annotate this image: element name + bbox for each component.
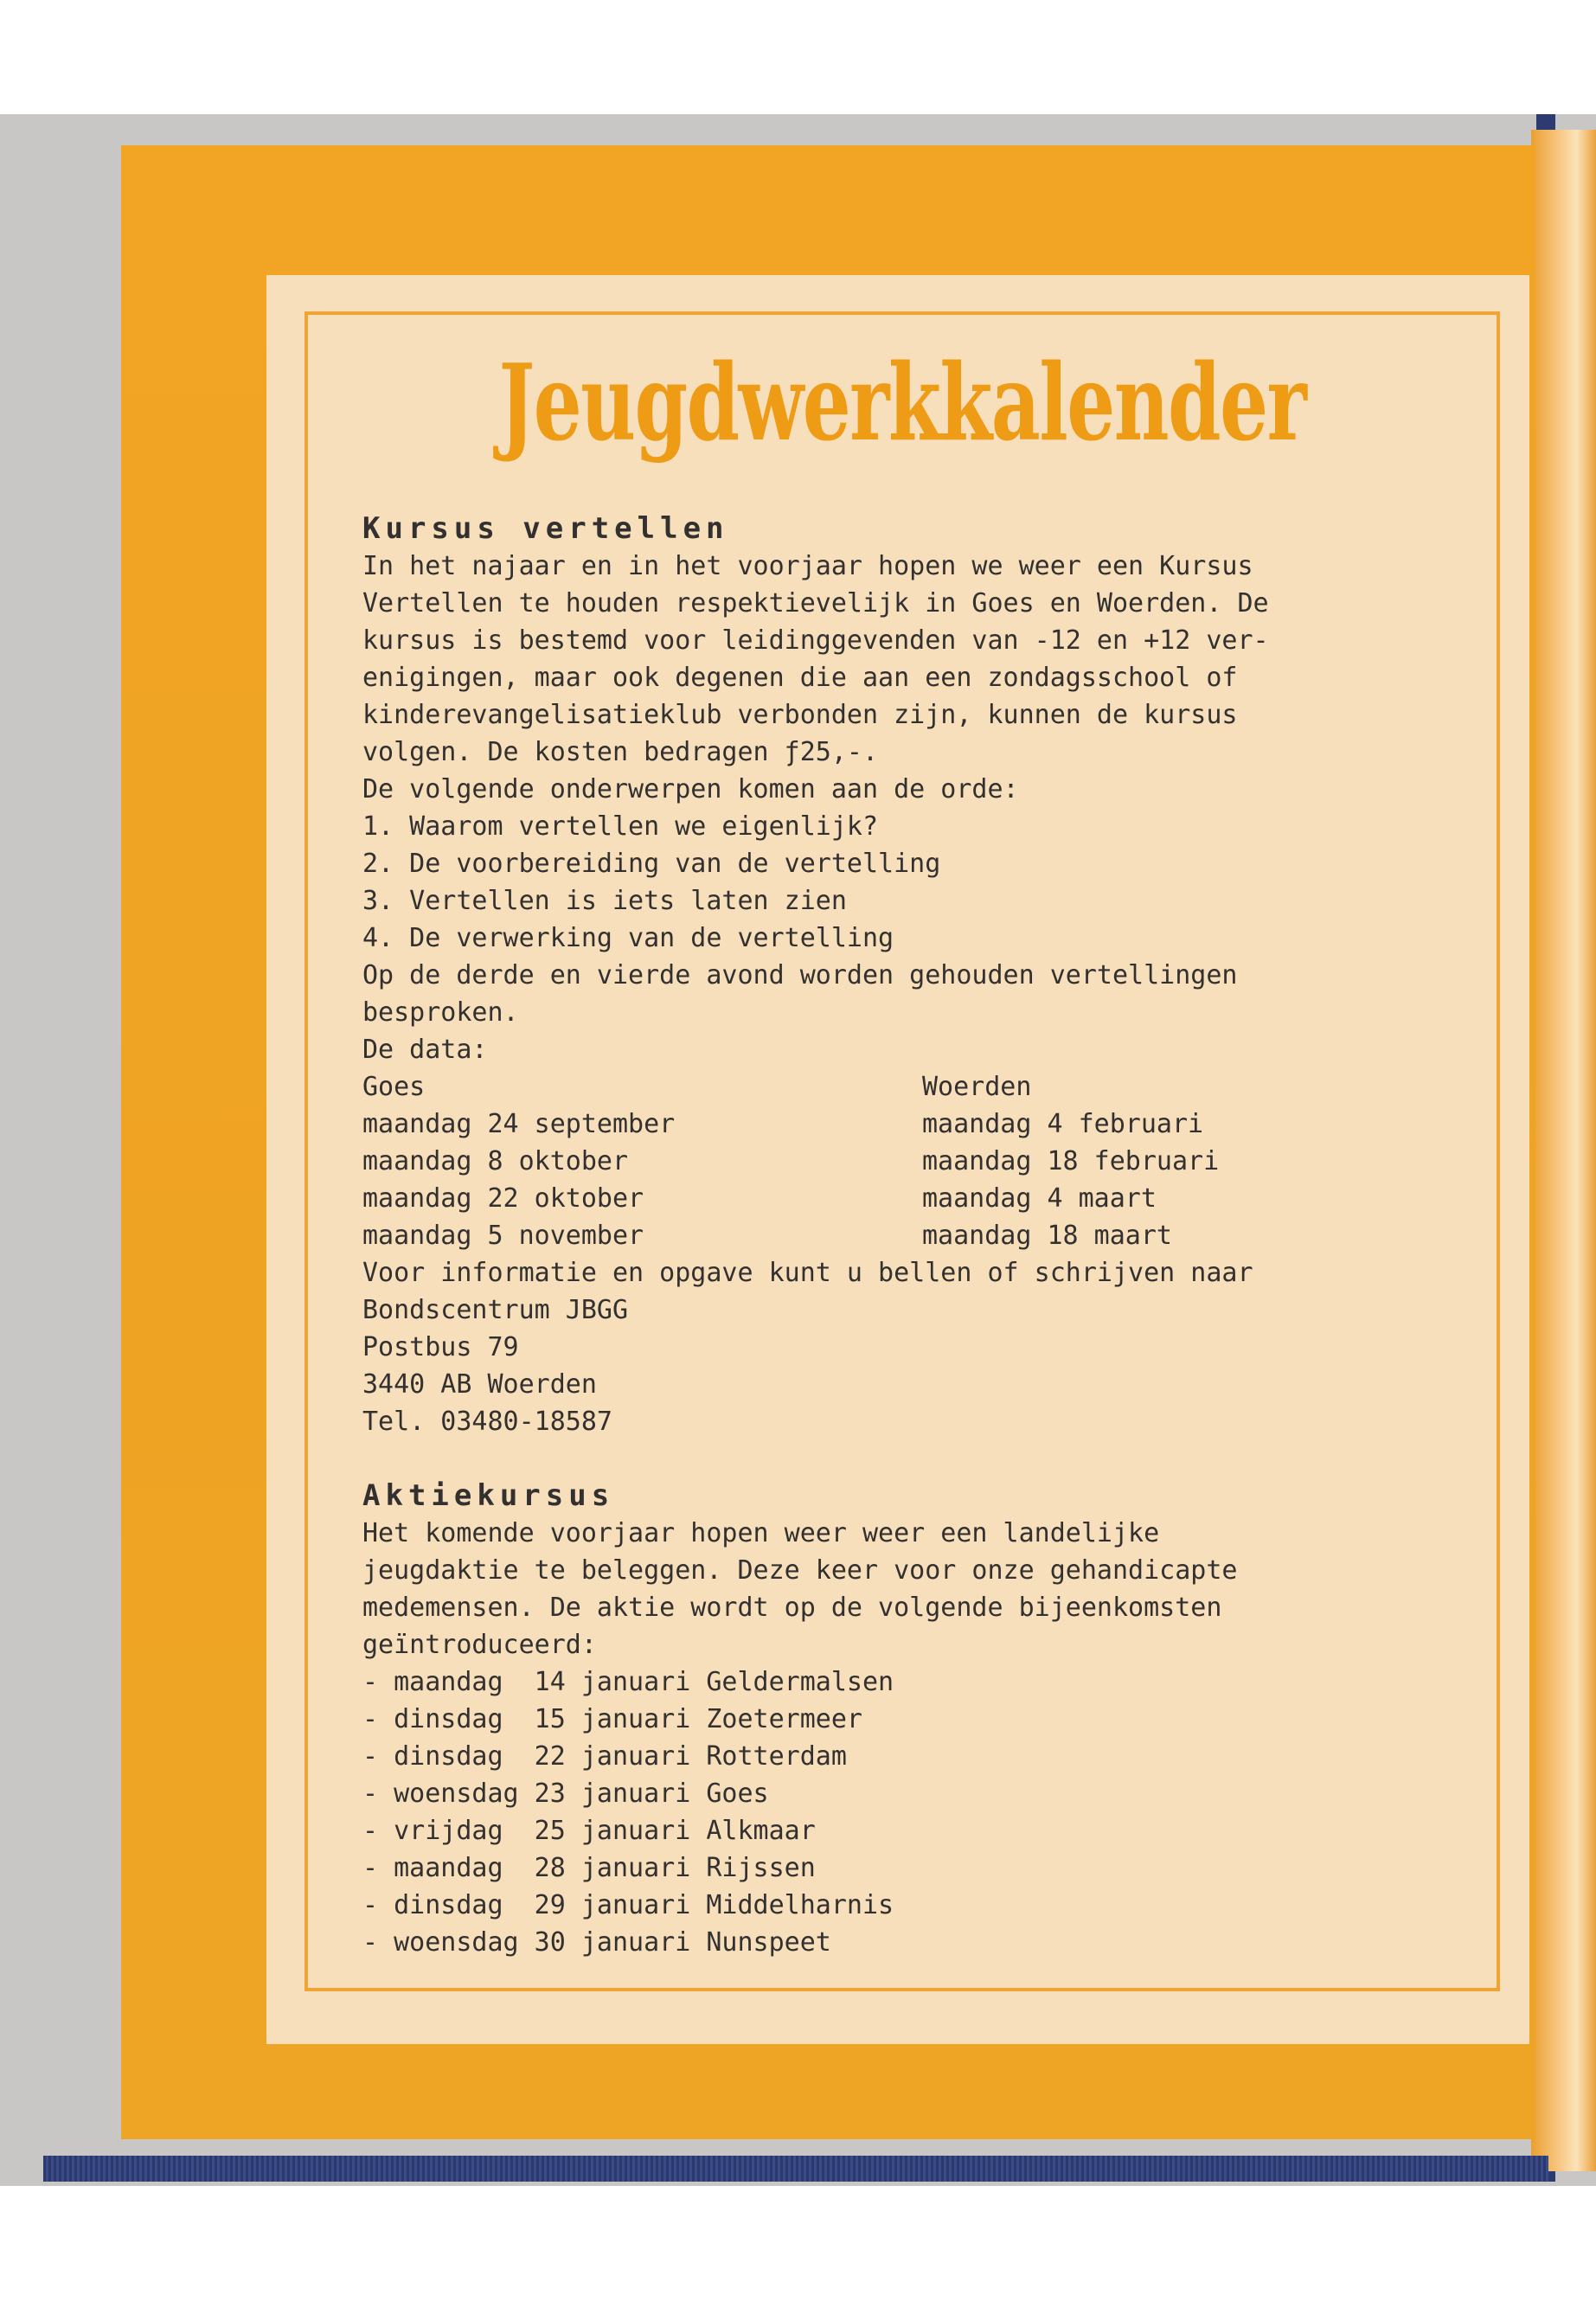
- date-item: maandag 4 maart: [922, 1183, 1157, 1214]
- text-line: geïntroduceerd:: [362, 1630, 597, 1660]
- meeting-list: [362, 1663, 1487, 1961]
- woerden-column: [922, 1068, 1476, 1254]
- date-item: maandag 4 februari: [922, 1109, 1204, 1139]
- dates-label: De data:: [362, 1035, 488, 1065]
- text-line: De volgende onderwerpen komen aan de orde:: [362, 774, 1019, 804]
- address-line: Postbus 79: [362, 1332, 519, 1362]
- dates-table: [362, 1068, 1487, 1254]
- next-page-edge: [1531, 130, 1596, 2171]
- list-item: - vrijdag 25 januari Alkmaar: [362, 1816, 816, 1846]
- date-item: maandag 8 oktober: [362, 1146, 629, 1176]
- text-line: jeugdaktie te beleggen. Deze keer voor onze gehandicapte: [362, 1555, 1238, 1586]
- list-item: 3. Vertellen is iets laten zien: [362, 886, 847, 916]
- list-item: - dinsdag 22 januari Rotterdam: [362, 1741, 847, 1772]
- page-title: Jeugdwerkkalender: [498, 340, 1306, 465]
- aktie-intro: [362, 1515, 1487, 1663]
- text-line: Vertellen te houden respektievelijk in Goes en Woerden. De: [362, 588, 1269, 619]
- list-item: 2. De voorbereiding van de vertelling: [362, 849, 941, 879]
- column-header: Woerden: [922, 1072, 1032, 1102]
- list-item: - woensdag 30 januari Nunspeet: [362, 1927, 831, 1958]
- text-line: Voor informatie en opgave kunt u bellen of schrijven naar: [362, 1258, 1253, 1288]
- date-item: maandag 24 september: [362, 1109, 676, 1139]
- address-line: 3440 AB Woerden: [362, 1369, 597, 1400]
- text-line: volgen. De kosten bedragen ƒ25,-.: [362, 737, 879, 767]
- date-item: maandag 18 februari: [922, 1146, 1220, 1176]
- section-heading-kursus: Kursus vertellen: [362, 511, 729, 546]
- list-item: - dinsdag 15 januari Zoetermeer: [362, 1704, 862, 1734]
- address-line: Bondscentrum JBGG: [362, 1295, 629, 1325]
- section-heading-aktie: Aktiekursus: [362, 1478, 615, 1513]
- list-item: - woensdag 23 januari Goes: [362, 1779, 769, 1809]
- kursus-intro: [362, 548, 1487, 808]
- topic-list: [362, 808, 1487, 957]
- list-item: 4. De verwerking van de vertelling: [362, 923, 894, 953]
- date-item: maandag 5 november: [362, 1221, 644, 1251]
- list-item: 1. Waarom vertellen we eigenlijk?: [362, 811, 879, 842]
- goes-column: [362, 1068, 922, 1254]
- contact-block: [362, 1254, 1487, 1440]
- binder-bottom-edge: [43, 2156, 1548, 2182]
- text-line: kinderevangelisatieklub verbonden zijn, kunnen de kursus: [362, 700, 1238, 730]
- text-line: In het najaar en in het voorjaar hopen we weer een Kursus: [362, 551, 1253, 581]
- text-line: Het komende voorjaar hopen weer weer een landelijke: [362, 1518, 1160, 1548]
- text-line: besproken.: [362, 997, 519, 1028]
- list-item: - maandag 14 januari Geldermalsen: [362, 1667, 894, 1697]
- text-line: medemensen. De aktie wordt op de volgende bijeenkomsten: [362, 1593, 1222, 1623]
- section-spacer: [362, 1440, 1487, 1477]
- phone-line: Tel. 03480-18587: [362, 1407, 612, 1437]
- list-item: - dinsdag 29 januari Middelharnis: [362, 1890, 894, 1920]
- text-line: Op de derde en vierde avond worden gehouden vertellingen: [362, 960, 1238, 990]
- date-item: maandag 22 oktober: [362, 1183, 644, 1214]
- list-item: - maandag 28 januari Rijssen: [362, 1853, 816, 1883]
- text-line: enigingen, maar ook degenen die aan een zondagsschool of: [362, 663, 1238, 693]
- article-content: [362, 510, 1487, 1961]
- text-line: kursus is bestemd voor leidinggevenden van -12 en +12 ver-: [362, 625, 1269, 656]
- column-header: Goes: [362, 1072, 426, 1102]
- date-item: maandag 18 maart: [922, 1221, 1172, 1251]
